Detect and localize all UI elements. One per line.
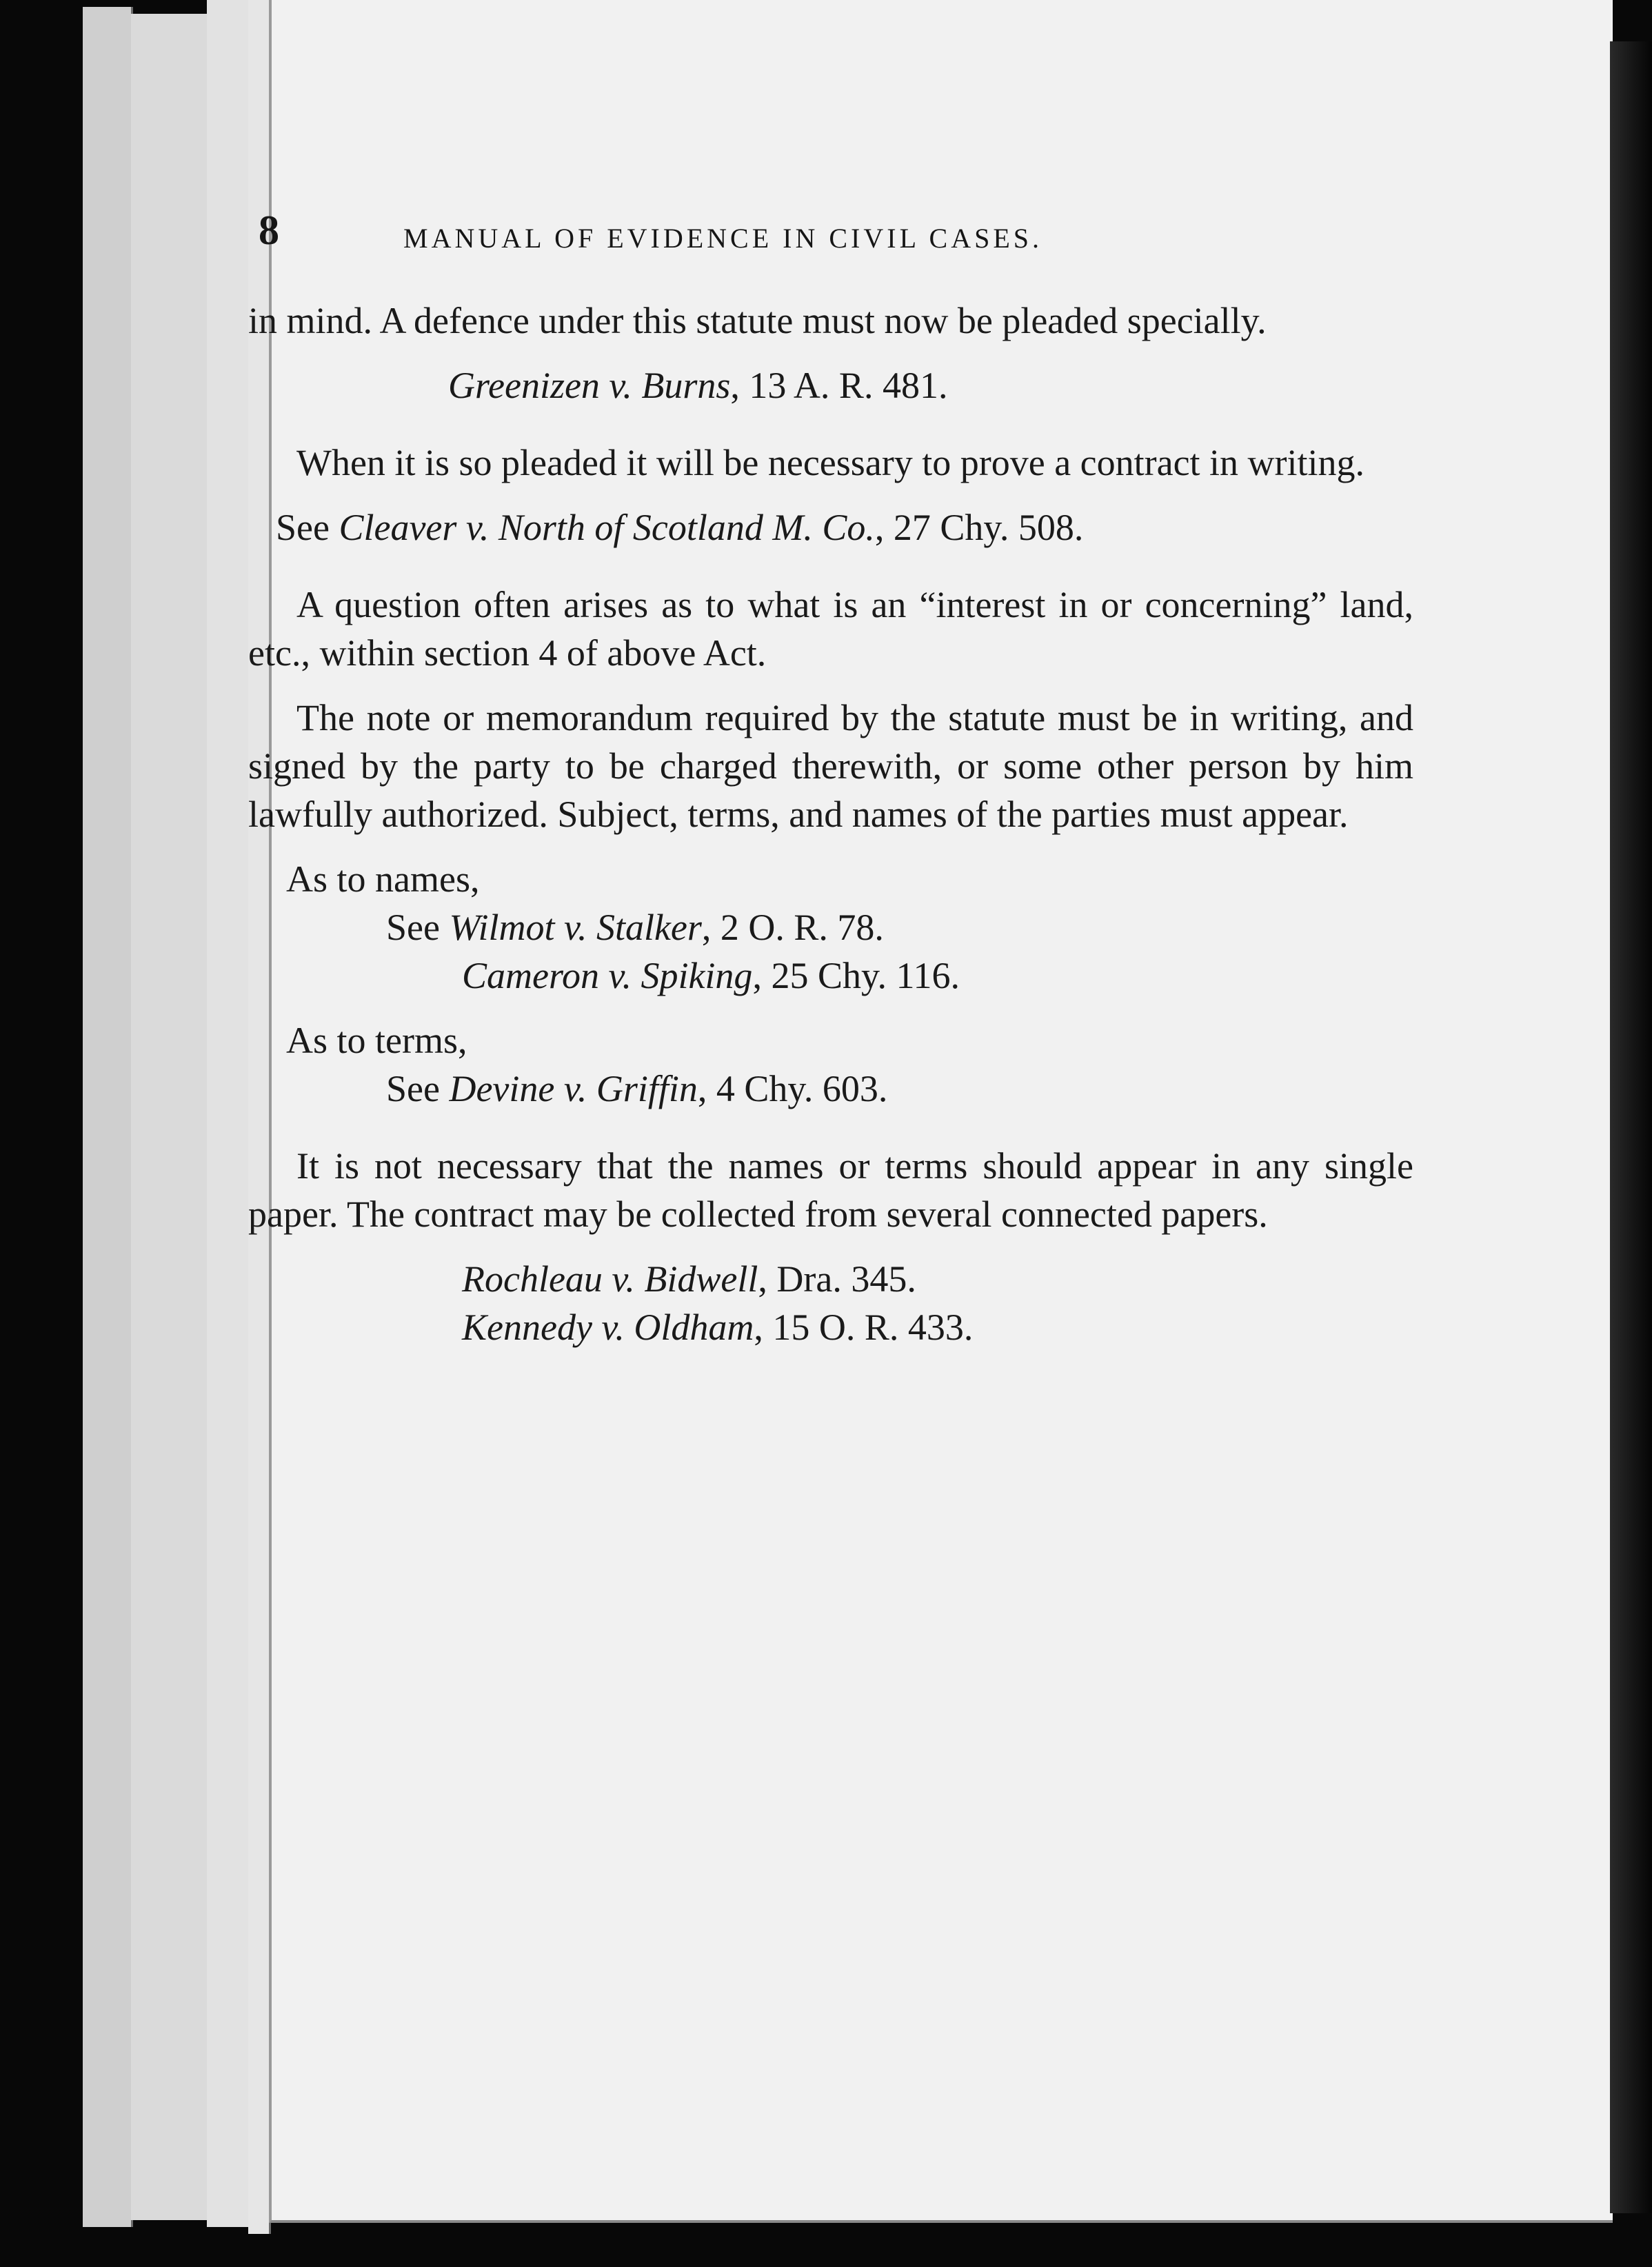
case-name: Kennedy v. Oldham [462,1307,754,1348]
case-reference: , 15 O. R. 433. [754,1307,974,1348]
paragraph: A question often arises as to what is an “interest in or concerning” land, etc., within section 4 of above Act. [248,584,1413,674]
citation [248,503,1413,552]
citation [248,1255,1413,1303]
citation [248,1065,1413,1113]
citation [248,903,1413,951]
paragraph: The note or memorandum required by the statute must be in writing, and signed by the party to be charged therewith, or some other person by him lawfully authorized. Subject, terms, and names of the parties must appear. [248,697,1413,835]
paragraph: It is not necessary that the names or terms should appear in any single paper. The contract may be collected from several connected papers. [248,1145,1413,1235]
case-reference: , 4 Chy. 603. [697,1068,888,1109]
see-label: See [276,507,339,548]
case-reference: , 25 Chy. 116. [752,955,960,996]
see-label: See [386,907,450,948]
page-shadow [1610,41,1652,2213]
running-title: MANUAL OF EVIDENCE IN CIVIL CASES. [403,223,1043,254]
case-name: Cleaver v. North of Scotland M. Co. [339,507,875,548]
citation [248,951,1413,1000]
case-name: Rochleau v. Bidwell [462,1258,758,1300]
paragraph: When it is so pleaded it will be necessary to prove a contract in writing. [296,442,1365,483]
page-number: 8 [259,208,279,253]
paragraph: As to terms, [286,1020,467,1061]
paragraph: in mind. A defence under this statute must now be pleaded specially. [248,300,1267,341]
page-header [259,207,1417,262]
case-reference: , Dra. 345. [758,1258,916,1300]
page-edge [131,14,209,2220]
case-name: Devine v. Griffin [449,1068,698,1109]
case-name: Greenizen v. Burns [448,365,731,406]
case-reference: , 13 A. R. 481. [730,365,948,406]
citation [248,361,1413,410]
case-name: Cameron v. Spiking [462,955,753,996]
case-reference: , 2 O. R. 78. [701,907,884,948]
citation [248,1303,1413,1351]
page-edge [207,0,250,2227]
page-edge [83,7,133,2227]
see-label: See [386,1068,450,1109]
case-name: Wilmot v. Stalker [449,907,702,948]
body-text [248,296,1413,1351]
paragraph: As to names, [286,858,480,900]
case-reference: , 27 Chy. 508. [874,507,1084,548]
